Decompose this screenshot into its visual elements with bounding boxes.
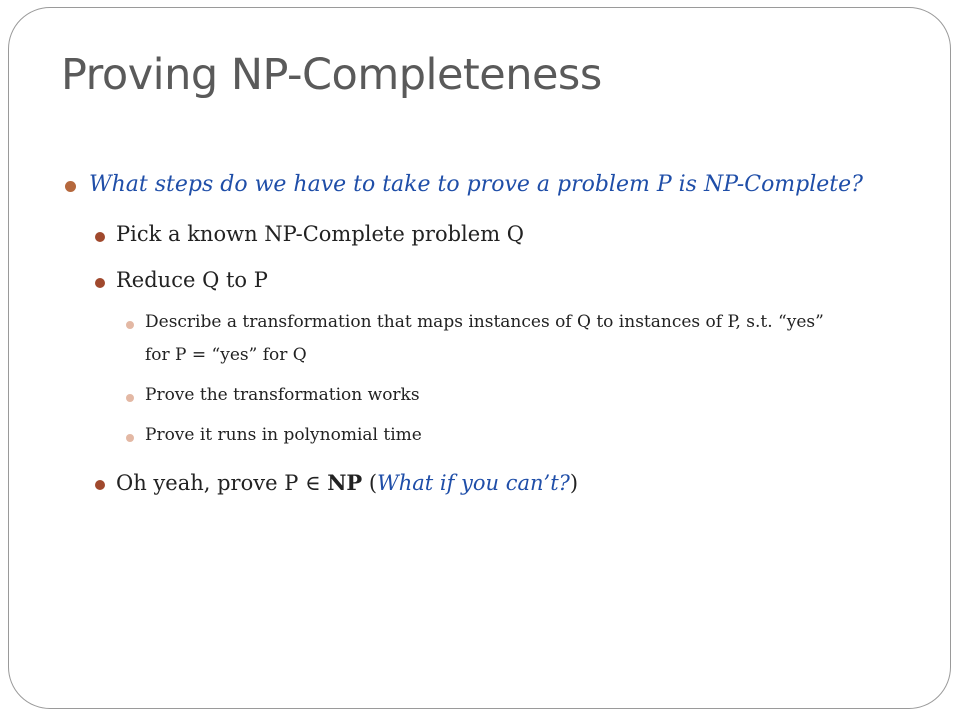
bullet-dot-icon — [95, 480, 105, 490]
reduce-text: Reduce Q to P — [116, 268, 268, 292]
describe-line-1: Describe a transformation that maps instances of Q to instances of P, s.t. “yes” — [145, 312, 824, 332]
np-question-text: What if you can’t? — [377, 471, 570, 495]
bullet-dot-icon — [65, 181, 76, 192]
bullet-dot-icon — [95, 278, 105, 288]
describe-line-2: for P = “yes” for Q — [145, 345, 307, 365]
prove-np-prefix: Oh yeah, prove P ∈ — [116, 471, 328, 495]
np-label: NP — [327, 470, 363, 495]
bullet-dot-icon — [126, 321, 134, 329]
prove-np-text — [116, 470, 578, 495]
bullet-dot-icon — [126, 394, 134, 402]
pick-problem-text: Pick a known NP-Complete problem Q — [116, 222, 524, 246]
bullet-dot-icon — [95, 232, 105, 242]
prove-polynomial-text: Prove it runs in polynomial time — [145, 425, 422, 445]
prove-np-open-paren: ( — [362, 471, 378, 495]
bullet-dot-icon — [126, 434, 134, 442]
question-text: What steps do we have to take to prove a problem P is NP-Complete? — [89, 172, 863, 197]
slide-title: Proving NP-Completeness — [61, 50, 602, 100]
prove-np-close-paren: ) — [569, 471, 579, 495]
prove-works-text: Prove the transformation works — [145, 385, 420, 405]
